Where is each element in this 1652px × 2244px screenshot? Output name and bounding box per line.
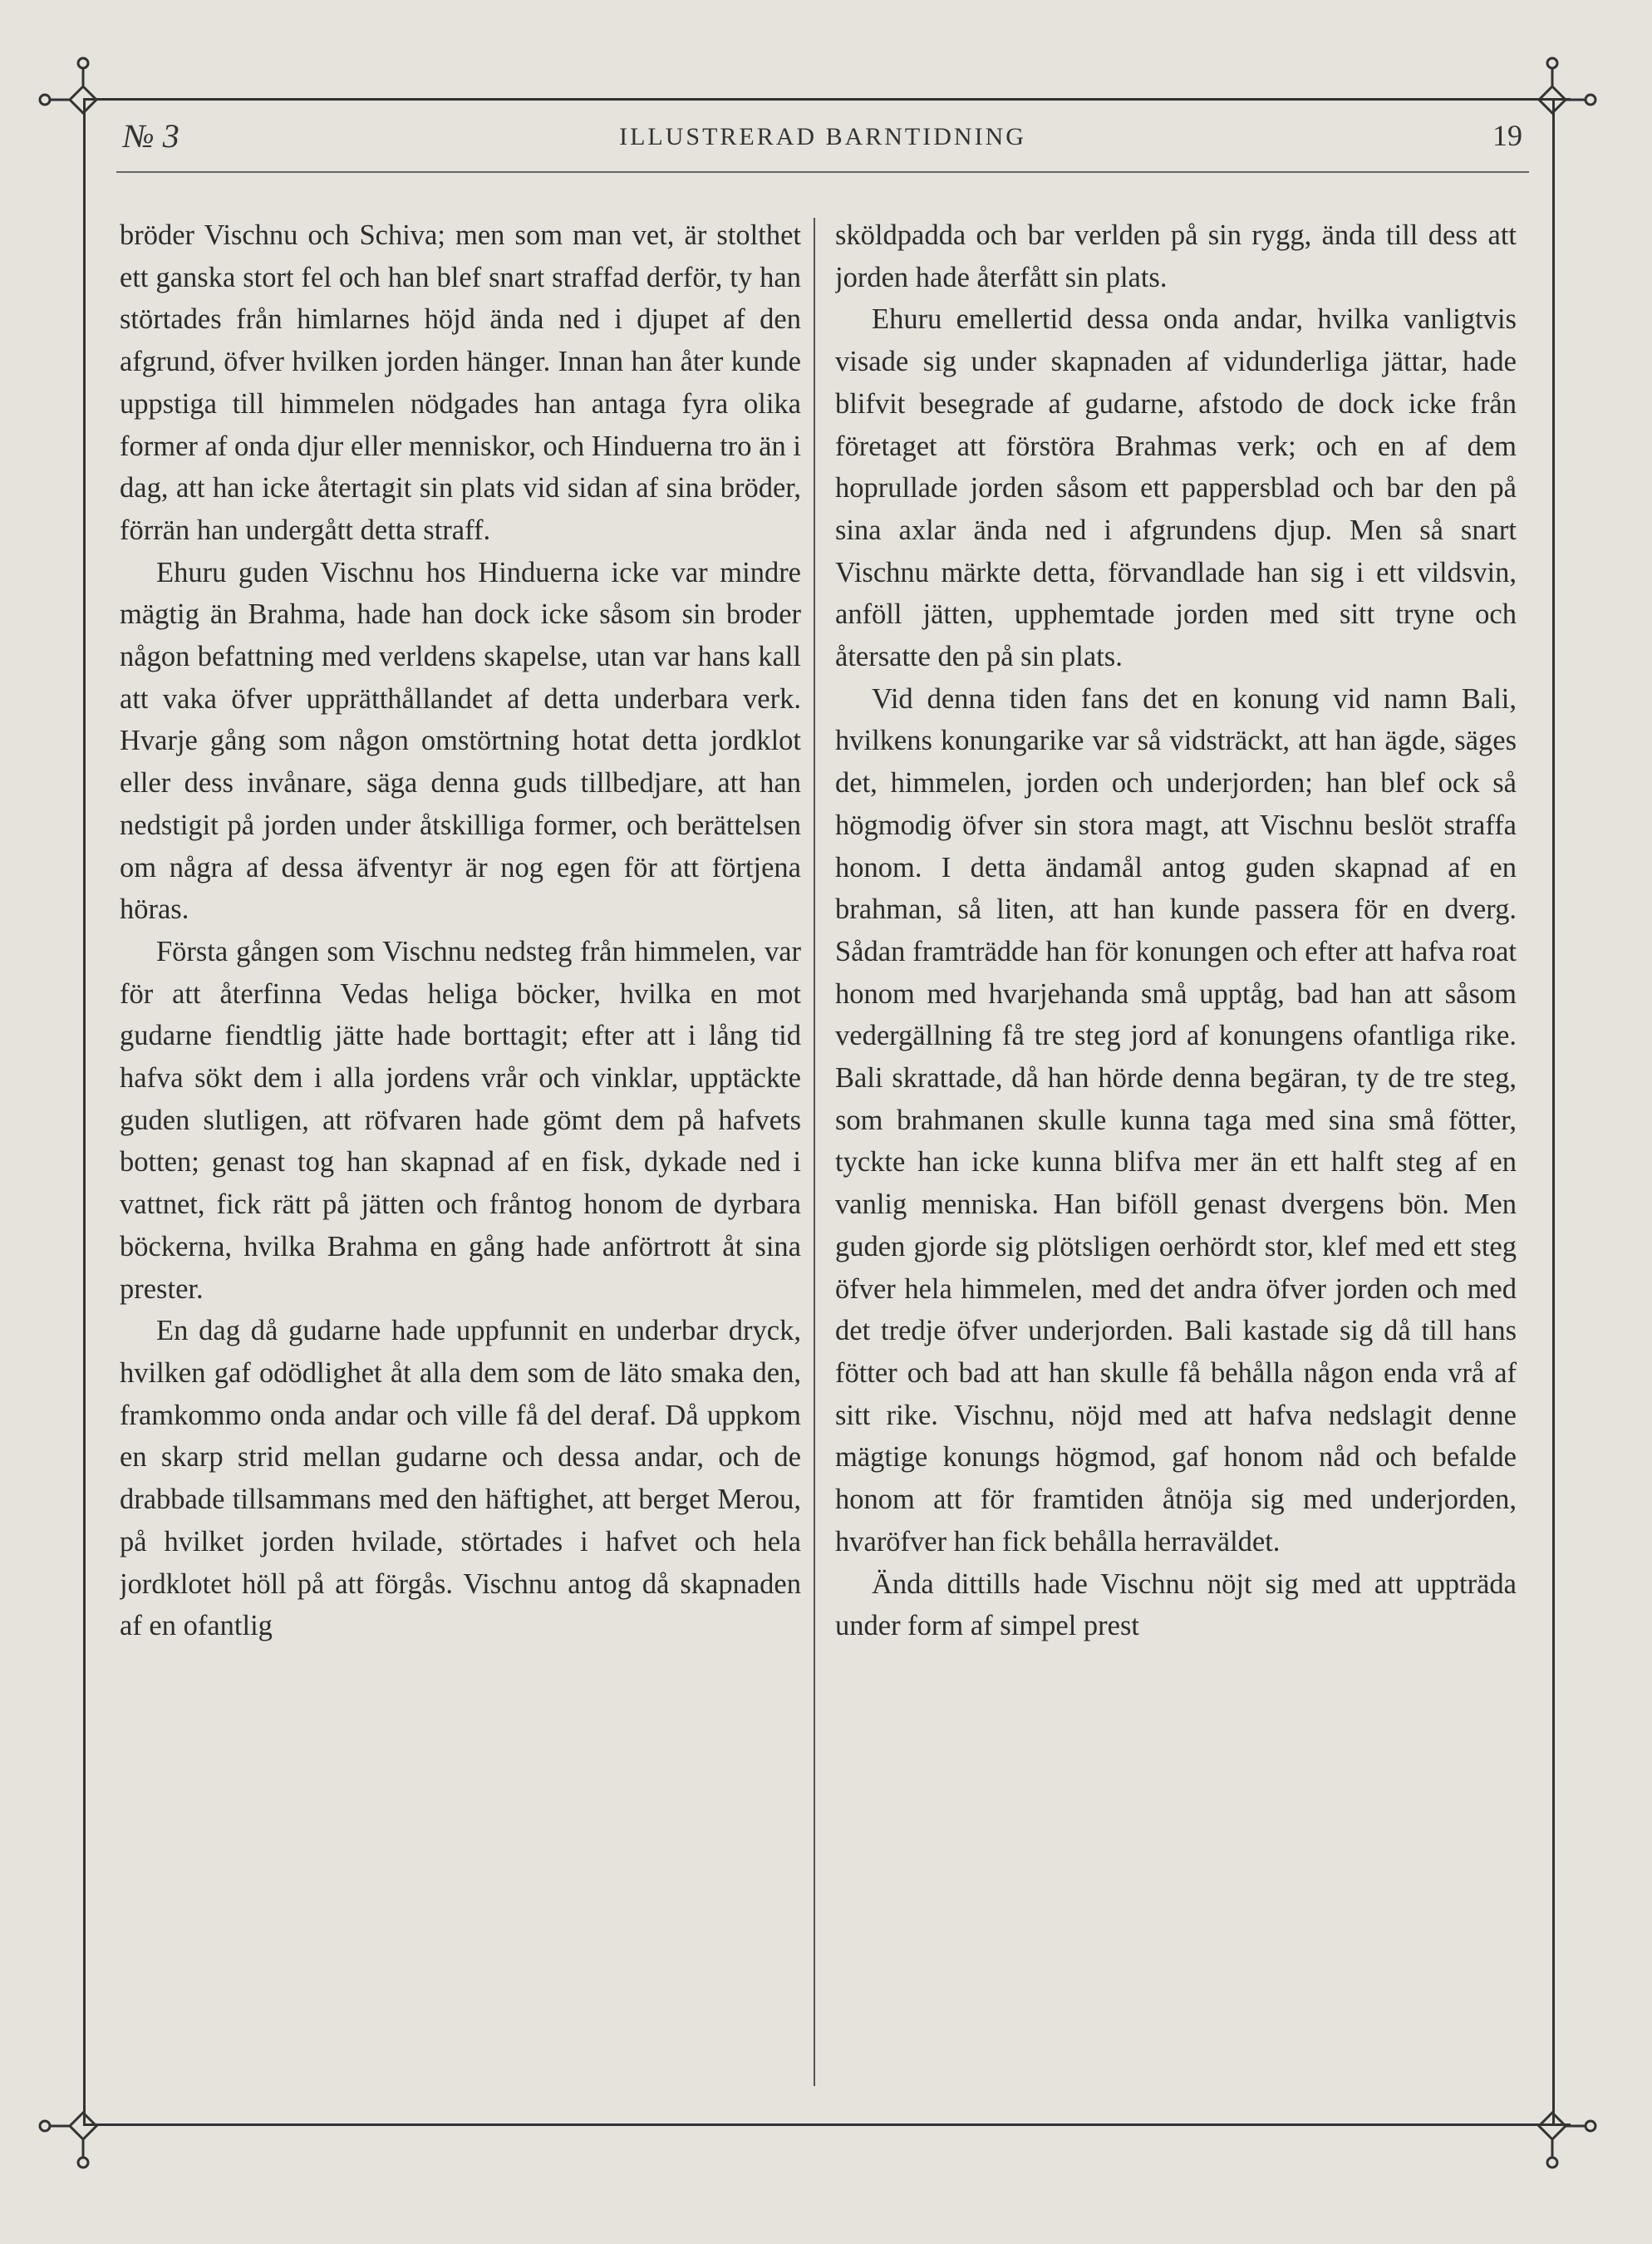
left-paragraph-2: Ehuru guden Vischnu hos Hinduerna icke var mindre mägtig än Brahma, hade han dock icke såsom sin broder någon befattning med verldens skapelse, utan var hans kall att vaka öfver upprätthållandet af detta underbara verk. Hvarje gång som någon omstörtning hotat detta jordklot eller dess invånare, säga denna guds tillbedjare, att han nedstigit på jorden under åtskilliga former, och berättelsen om några af dessa äfventyr är nog egen för att förtjena höras.	[120, 556, 801, 926]
running-header	[116, 116, 1529, 166]
right-paragraph-2: Ehuru emellertid dessa onda andar, hvilka vanligtvis visade sig under skapnaden af vidunderliga jättar, hade blifvit besegrade af gudarne, afstodo de dock icke från företaget att förstöra Brahmas verk; och en af dem hoprullade jorden såsom ett pappersblad och bar den på sina axlar ända ned i afgrundens djup. Men så snart Vischnu märkte detta, förvandlade han sig i ett vildsvin, anföll jätten, upphemtade jorden med sitt tryne och återsatte den på sin plats.	[835, 303, 1517, 673]
publication-title: ILLUSTRERAD BARNTIDNING	[619, 123, 1026, 150]
frame-left-line	[83, 98, 86, 2126]
right-paragraph-3: Vid denna tiden fans det en konung vid namn Bali, hvilkens konungarike var så vidsträckt, att han ägde, säges det, himmelen, jorden och underjorden; han blef ock så högmodig öfver sin stora magt, att Vischnu beslöt straffa honom. I detta ändamål antog guden skapnad af en brahman, så liten, att han kunde passera för en dverg. Sådan framträdde han för konungen och efter att hafva roat honom med hvarjehanda små upptåg, bad han att såsom vedergällning få tre steg jord af konungens ofantliga rike. Bali skrattade, då han hörde denna begäran, ty de tre steg, som brahmanen skulle kunna taga med sina små fötter, tyckte han icke kunna blifva mer än ett halft steg af en vanlig menniska. Han biföll genast dvergens bön. Men guden gjorde sig plötsligen oerhördt stor, klef med ett steg öfver hela himmelen, med det andra öfver jorden och med det tredje öfver underjorden. Bali kastade sig då till hans fötter och bad att han skulle få behålla någon enda vrå af sitt rike. Vischnu, nöjd med att hafva nedslagit denne mägtige konungs högmod, gaf honom nåd och befalde honom att för framtiden åtnöja sig med underjorden, hvaröfver han fick behålla herraväldet.	[835, 682, 1517, 1558]
corner-ornament-bottom-left-icon	[33, 2074, 133, 2174]
column-divider	[814, 218, 815, 2086]
header-rule	[116, 171, 1529, 173]
right-column	[835, 214, 1517, 2093]
right-paragraph-4: Ända dittills hade Vischnu nöjt sig med att uppträda under form af simpel prest	[835, 1567, 1517, 1642]
left-paragraph-1: bröder Vischnu och Schiva; men som man vet, är stolthet ett ganska stort fel och han blef snart straffad derför, ty han störtades från himlarnes höjd ända ned i djupet af den afgrund, öfver hvilken jorden hänger. Innan han åter kunde uppstiga till himmelen nödgades han antaga fyra olika former af onda djur eller menniskor, och Hinduerna tro än i dag, att han icke återtagit sin plats vid sidan af sina bröder, förrän han undergått detta straff.	[120, 219, 801, 546]
page-number: 19	[1492, 119, 1522, 152]
frame-top-line	[83, 98, 1571, 101]
frame-bottom-line	[83, 2123, 1571, 2126]
issue-number: № 3	[123, 117, 179, 155]
left-column	[120, 214, 801, 2093]
left-paragraph-4: En dag då gudarne hade uppfunnit en underbar dryck, hvilken gaf odödlighet åt alla dem som de läto smaka den, framkommo onda andar och ville få del deraf. Då uppkom en skarp strid mellan gudarne och dessa andar, och de drabbade tillsammans med den häftighet, att berget Merou, på hvilket jorden hvilade, störtades i hafvet och hela jordklotet höll på att förgås. Vischnu antog då skapnaden af en ofantlig	[120, 1315, 801, 1642]
frame-right-line	[1552, 98, 1555, 2126]
corner-ornament-bottom-right-icon	[1502, 2074, 1602, 2174]
right-paragraph-1: sköldpadda och bar verlden på sin rygg, ända till dess att jorden hade återfått sin plats.	[835, 219, 1517, 293]
left-paragraph-3: Första gången som Vischnu nedsteg från himmelen, var för att återfinna Vedas heliga böcker, hvilka en mot gudarne fiendtlig jätte hade borttagit; efter att i lång tid hafva sökt dem i alla jordens vrår och vinklar, upptäckte guden slutligen, att röfvaren hade gömt dem på hafvets botten; genast tog han skapnad af en fisk, dykade ned i vattnet, fick rätt på jätten och fråntog honom de dyrbara böckerna, hvilka Brahma en gång hade anförtrott åt sina prester.	[120, 935, 801, 1305]
